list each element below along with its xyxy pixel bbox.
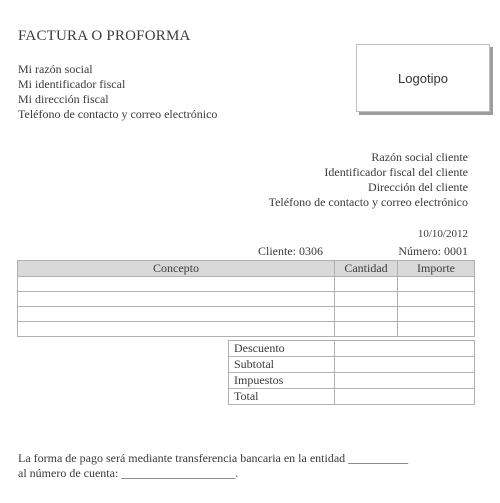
table-row: [18, 277, 475, 292]
issuer-name: Mi razón social: [18, 62, 93, 76]
table-cell[interactable]: [398, 277, 475, 292]
client-tax-id: Identificador fiscal del cliente: [324, 165, 468, 179]
invoice-date: 10/10/2012: [417, 228, 468, 240]
logo-label: Logotipo: [398, 70, 448, 86]
totals-row-total: [229, 389, 475, 405]
table-row: [18, 307, 475, 322]
totals-label: Total: [229, 389, 335, 405]
table-cell[interactable]: [18, 292, 335, 307]
table-header-row: [18, 261, 475, 277]
issuer-contact: Teléfono de contacto y correo electrónico: [18, 107, 218, 121]
totals-label: Impuestos: [229, 373, 335, 389]
document-title: FACTURA O PROFORMA: [18, 28, 191, 44]
table-cell[interactable]: [398, 307, 475, 322]
totals-value[interactable]: [335, 389, 475, 405]
client-contact: Teléfono de contacto y correo electrónico: [268, 195, 468, 209]
payment-terms-line: al número de cuenta: ___________________.: [18, 466, 239, 480]
header-cantidad: Cantidad: [335, 261, 398, 277]
table-cell[interactable]: [18, 277, 335, 292]
totals-value[interactable]: [335, 373, 475, 389]
table-row: [18, 322, 475, 337]
client-number: Cliente: 0306: [258, 244, 323, 258]
items-table: [17, 260, 475, 337]
totals-row-subtotal: [229, 357, 475, 373]
totals-label: Subtotal: [229, 357, 335, 373]
payment-terms-line: La forma de pago será mediante transferencia bancaria en la entidad __________: [18, 451, 409, 465]
logo-placeholder: [356, 44, 490, 112]
table-cell[interactable]: [335, 322, 398, 337]
issuer-tax-id: Mi identificador fiscal: [18, 77, 126, 91]
invoice-number: Número: 0001: [398, 244, 468, 258]
totals-table: [228, 340, 475, 405]
header-concepto: Concepto: [18, 261, 335, 277]
totals-value[interactable]: [335, 341, 475, 357]
totals-value[interactable]: [335, 357, 475, 373]
header-importe: Importe: [398, 261, 475, 277]
issuer-address: Mi dirección fiscal: [18, 92, 109, 106]
totals-label: Descuento: [229, 341, 335, 357]
client-name: Razón social cliente: [371, 150, 468, 164]
table-cell[interactable]: [335, 277, 398, 292]
totals-row-descuento: [229, 341, 475, 357]
table-row: [18, 292, 475, 307]
payment-terms: [18, 451, 408, 481]
client-address: Dirección del cliente: [368, 180, 468, 194]
totals-row-impuestos: [229, 373, 475, 389]
table-cell[interactable]: [18, 322, 335, 337]
table-cell[interactable]: [335, 307, 398, 322]
table-cell[interactable]: [398, 292, 475, 307]
issuer-block: [18, 62, 217, 122]
table-cell[interactable]: [335, 292, 398, 307]
client-block: [269, 150, 468, 210]
table-cell[interactable]: [398, 322, 475, 337]
table-cell[interactable]: [18, 307, 335, 322]
